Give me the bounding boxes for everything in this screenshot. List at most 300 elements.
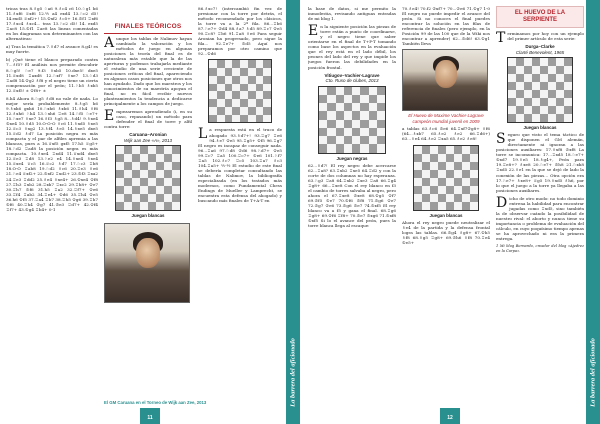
board-square [454, 194, 462, 202]
board-square [446, 146, 454, 154]
board-square [438, 202, 446, 210]
board-square [422, 194, 430, 202]
board-square [422, 170, 430, 178]
board-square [556, 58, 564, 66]
board-square [369, 87, 377, 95]
board-square [140, 154, 148, 162]
board-square [140, 186, 148, 194]
board-square [132, 170, 140, 178]
board-square [369, 128, 377, 136]
board-square [540, 98, 548, 106]
board-square [225, 91, 233, 99]
board-square [438, 194, 446, 202]
board-square [430, 202, 438, 210]
board-square [336, 95, 344, 103]
page-number: 11 [147, 415, 153, 421]
board-square [454, 178, 462, 186]
board-square [564, 66, 572, 74]
board-square [508, 114, 516, 122]
board-square [116, 154, 124, 162]
board-square [240, 76, 248, 84]
board-square [470, 186, 478, 194]
board-square [556, 114, 564, 122]
board-square [508, 106, 516, 114]
board-square [344, 136, 352, 144]
board-square [209, 107, 217, 115]
paragraph: Aunque los tablas de Nalimov hayan cambiado la valoración y los métodos de juego en algunas posiciones la teoría del final es de naturaleza más estable que la de las aperturas y podemos trabajarla mediante el estudio de una serie creciente de posiciones críticas del final, apareciendo en algunos casos posiciones que otros nos han ayudado. Dado que los maestros y los conocimientos de su maestría apoyan el final, no es fácil recibir nuevos planteamientos la tendencia a dedicarse principalmente a los campos de juego. [104, 34, 192, 107]
chess-diagram [115, 145, 181, 211]
board-square [148, 170, 156, 178]
board-square [454, 202, 462, 210]
board-square [369, 136, 377, 144]
board-square [454, 146, 462, 154]
board-square [319, 120, 327, 128]
board-square [132, 154, 140, 162]
paragraph: Terminamos por hoy con un ejemplo del primer artículo de esta serie: [496, 30, 584, 46]
photo-face [136, 238, 160, 268]
board-square [377, 103, 385, 111]
board-square [148, 178, 156, 186]
board-square [414, 194, 422, 202]
board-square [232, 76, 240, 84]
board-square [248, 107, 256, 115]
running-title-band [286, 0, 300, 424]
board-square [124, 162, 132, 170]
board-square [369, 144, 377, 152]
board-square [508, 74, 516, 82]
board-square [217, 60, 225, 68]
board-square [116, 186, 124, 194]
board-square [470, 154, 478, 162]
board-square [548, 114, 556, 122]
board-square [516, 66, 524, 74]
board-square [225, 107, 233, 115]
board-square [124, 202, 132, 210]
board-square [548, 74, 556, 82]
board-square [156, 186, 164, 194]
board-square [156, 178, 164, 186]
board-square [217, 84, 225, 92]
board-square [209, 115, 217, 123]
board-square [508, 66, 516, 74]
board-square [377, 128, 385, 136]
board-square [414, 162, 422, 170]
board-square [369, 120, 377, 128]
board-square [360, 128, 368, 136]
board-square [352, 128, 360, 136]
chess-diagram [318, 86, 386, 154]
board-square [377, 144, 385, 152]
board-square [225, 84, 233, 92]
board-square [524, 90, 532, 98]
board-square [240, 68, 248, 76]
board-square [156, 194, 164, 202]
board-square [454, 154, 462, 162]
board-square [140, 162, 148, 170]
board-square [524, 114, 532, 122]
paragraph: En la siguiente posición las piezas de torre están a punto de coordinarse, y el negro tiene que saber orientarse en el final de T+P-T tomando como base los aspectos en la evaluación que el rey está en el lado débil, los peones del lado del rey y que impide los juegos fueron las debilidades en la posición frontal. [308, 23, 396, 70]
board-square [172, 186, 180, 194]
board-square [422, 186, 430, 194]
board-square [256, 68, 264, 76]
board-square [352, 87, 360, 95]
board-square [225, 115, 233, 123]
board-square [319, 103, 327, 111]
board-square [132, 162, 140, 170]
board-square [148, 162, 156, 170]
board-square [548, 66, 556, 74]
game-caption [496, 44, 584, 55]
board-square [164, 194, 172, 202]
board-square [124, 170, 132, 178]
board-square [470, 162, 478, 170]
board-square [438, 162, 446, 170]
diagram-caption: Juegan negras [336, 155, 368, 161]
board-square [532, 58, 540, 66]
section-title: SERPIENTE [522, 17, 557, 23]
diagram-caption: Juegan blancas [523, 125, 557, 131]
right-column-3 [496, 6, 584, 401]
board-square [508, 58, 516, 66]
game-event: Wijk aan Zee «A», 2013 [124, 137, 172, 143]
board-square [470, 194, 478, 202]
paragraph: a tablas 63.♗c6 ♔e6 64.♖xf7♔g8+ ♗f6 (64...♗xb7 65.♗e2 ♗e2 66.♖d6+) 63...♗e4 64.♗e2 ♖xa5 65.♗e2 ♗e8! [402, 126, 490, 142]
board-square [232, 60, 240, 68]
running-title: La barrera del aficionado [589, 338, 597, 407]
board-square [248, 91, 256, 99]
board-square [209, 99, 217, 107]
board-square [516, 58, 524, 66]
board-square [256, 91, 264, 99]
paragraph: 8.h4 Ahora 8.♘g5 ♗d8 no vale de nada. Lo mejor sería probablemente 8.♗g5 h6 9.♗xh6 gxh6 10.♘xh6 ♗xh6 11.♗h4 ♗f6 12.♗xh6 ♘h4 13.♘xh6 ♖e8 14.♘f5 ♘e7+ 15.♘xe7 ♗xe7 16.♗f3 ♗g5 8...♗d4! 9.♗xe4 ♔xe4 10.♗d5 10.O-O-O ♗c6 11.♗xd5 ♗xe5 12.♕c3 ♗xg2 13.♗f4 ♗e5 14.♗xe5 dxe5 15.♕d2 ♗d7 La posición negra es más compacta y el par de alfiles apremia a las blancas, pues a 16.♕xf5 gxf5 17.h5 ♕g5+ 18.♘d2 ♖ad8 la posición negra es más compacta. 10.♗xe4 ♖xd4 11.♕xd4 dxe5 12.♕e3 ♖d8 13.♘e2 e4 14.♗xe4 ♗xe4 15.♕xe4 ♕c5 16.♕c2 ♗d7 17.♘c3 ♖b8 18.O-O ♖ab8 19.♘d2 ♗c6 20.♖e3 ♗e6 21.♘e4 ♕xf2+ 22.♔xf2 ♖xd2+ 23.♔f3 ♖xa2 24.♖e3 ♖dd2 25.♗e4 ♗xe4+ 26.♔xe4 ♔f8 27.♖h3 ♖xb2 28.♖xh7 ♖xc2 29.♖h8+ ♔e7 30.♖h7 ♔f6 31.h5 ♖a2 32.♖f7+ ♔e6 33.♖f4 ♖ab2 34.♖e4+ ♔d6 35.♖h4 ♔e5 36.h6 ♔f5 37.♖a4 ♖b7 38.♖h5 ♔g6 39.♖h7 ♔f6 40.♖h4 ♔g7 41.♔e3 ♖d7+ 42.♔f4 ♖f7+ 43.♔g4 ♖b4+ 0-1 [6, 95, 98, 212]
drop-cap: S [496, 131, 506, 148]
board-square [132, 186, 140, 194]
paragraph: 62...♗d7! El rey negro debe acercarse 62...♖a8? 63.♖xb2 ♖xe5 64.♖d2 y con la corte de dos columnas no hay esperanza. 63.♘g3 ♖a8 64.♖xb2 ♖xe3 ♖a8 66.♖g4 ♖g8+ 66...♖xe8 Con el rey blanco en f3 el cambio de torres salvaba al negro, pero ahora el 67.♖xe8 ♔xe8 68.♔g5 ♔f7 69.♔f5 ♔e7 70.♔f6 ♔f8 71.♔g6 ♔e7 72.♔g7 ♔e6 73.♔g6 ♔e7 74.♔xf5 El rey blanco va a f5 y gana el final. 68.♖g6 ♖g8+ 69.♔f6 ♖f8+ 70.♔e7 ♔xg6 71.♔xf8 ♔xf5 Si lo el avance del peón, pues la torre blanca llega al escaque: [308, 162, 396, 229]
board-square [209, 84, 217, 92]
section-header-box [496, 6, 584, 28]
board-square [209, 60, 217, 68]
board-square [172, 194, 180, 202]
game-event: Clarté Benevolent, 1965 [515, 49, 565, 55]
board-square [516, 74, 524, 82]
board-square [263, 91, 271, 99]
board-square [369, 95, 377, 103]
board-square [438, 170, 446, 178]
board-square [462, 186, 470, 194]
diagram-caption: Juegan blancas [131, 213, 165, 219]
board-square [156, 170, 164, 178]
game-players: Durga–Clarke [525, 44, 555, 50]
board-square [116, 202, 124, 210]
board-square [548, 90, 556, 98]
board-square [327, 95, 335, 103]
board-square [148, 146, 156, 154]
board-square [344, 120, 352, 128]
board-square [540, 106, 548, 114]
board-square [344, 87, 352, 95]
board-square [524, 74, 532, 82]
board-square [462, 202, 470, 210]
board-square [256, 60, 264, 68]
board-square [548, 98, 556, 106]
board-square [124, 154, 132, 162]
board-square [414, 186, 422, 194]
paragraph: la base de datos, si me permito la inmodestia, revisando antiguas entradas de mi blog 1. [308, 6, 396, 22]
board-square [327, 120, 335, 128]
board-square [319, 128, 327, 136]
board-square [336, 87, 344, 95]
board-square [240, 91, 248, 99]
board-square [319, 95, 327, 103]
board-square [369, 111, 377, 119]
player-photo [402, 49, 488, 111]
board-square [336, 144, 344, 152]
board-square [470, 170, 478, 178]
board-square [430, 194, 438, 202]
board-square [344, 144, 352, 152]
board-square [263, 76, 271, 84]
running-title-band [586, 0, 600, 424]
board-square [248, 68, 256, 76]
board-square [209, 76, 217, 84]
chess-diagram [507, 57, 573, 123]
board-square [232, 115, 240, 123]
running-title: La barrera del aficionado [289, 338, 297, 407]
board-square [532, 82, 540, 90]
board-square [225, 76, 233, 84]
board-square [140, 202, 148, 210]
board-square [430, 186, 438, 194]
board-square [422, 178, 430, 186]
board-square [124, 178, 132, 186]
board-square [172, 154, 180, 162]
game-event: Cto. Ruso de clubes, 2013 [325, 78, 379, 84]
chess-diagram [208, 59, 272, 123]
section-title: FINALES TEÓRICOS [114, 23, 182, 30]
board-square [430, 146, 438, 154]
board-square [508, 82, 516, 90]
board-square [532, 114, 540, 122]
board-square [172, 146, 180, 154]
paragraph: Empezaremos aprendiendo (i, en su caso, repasando) un método para defender el final de torre y alfil contra torre: [104, 108, 192, 130]
board-square [217, 91, 225, 99]
board-square [116, 170, 124, 178]
board-square [470, 202, 478, 210]
board-square [438, 146, 446, 154]
board-square [248, 76, 256, 84]
drop-cap: T [496, 30, 506, 46]
paragraph: Ahora el rey negro puede neutralizar el ♗e4 de la partida y la defensa frontal logra las tablas. 66.♔g4 ♗g8+ 67.♔h5 ♗f8 68.♗g5 ♖g8+ 69.♔h6 ♗f8 70.♖e4 ♔e5+ [402, 219, 490, 245]
board-square [564, 106, 572, 114]
board-square [148, 202, 156, 210]
board-square [360, 87, 368, 95]
board-square [414, 154, 422, 162]
board-square [508, 90, 516, 98]
board-square [422, 146, 430, 154]
board-square [438, 154, 446, 162]
drop-cap: E [104, 108, 115, 125]
board-square [556, 66, 564, 74]
board-square [446, 178, 454, 186]
board-square [548, 82, 556, 90]
board-square [454, 162, 462, 170]
board-square [360, 95, 368, 103]
board-square [319, 136, 327, 144]
board-square [462, 194, 470, 202]
board-square [156, 202, 164, 210]
board-square [360, 103, 368, 111]
board-square [248, 84, 256, 92]
board-square [116, 194, 124, 202]
board-square [548, 106, 556, 114]
page-number: 12 [447, 415, 453, 421]
board-square [263, 107, 271, 115]
board-square [232, 107, 240, 115]
player-photo [104, 223, 190, 303]
board-square [148, 194, 156, 202]
board-square [164, 162, 172, 170]
board-square [156, 146, 164, 154]
left-column-2 [104, 6, 192, 401]
board-square [225, 68, 233, 76]
board-square [209, 68, 217, 76]
board-square [430, 162, 438, 170]
right-page [300, 0, 600, 424]
board-square [414, 178, 422, 186]
board-square [124, 186, 132, 194]
board-square [414, 170, 422, 178]
paragraph: 70.♗e4! 70.f2 ♔xf7+ 70...♔e6 71.♔g7 1-0 El negro no puede impedir el avance del peón. Si no conoces el final puedes encontrar la solución en las filas de referencia de finales (pero ejemplo, en la Posición 99 de las 100 que de la Wiki nos encontrar a aprender) 62...♔d6! 63.♔g1 También lleva [402, 6, 490, 47]
paragraph: 86.♗xc7! (intercambió fin vez de presionar con la torre por detrás, el método recomendado por los clásicos, la torre va a la 2ª fila. 86...♖b6 87.♘e7+ ♔d4 88.♗a7 ♗d5 89.♖c7 ♔e5 90.♖c8? ♖b6 91.♖a8 ♗e6 Para seguir Aronian ha progresado, pero sigue la fila... 92.♖e7+ ♔d5 Aquí nos preparamos por otro camino que 92...♔d6 [198, 6, 282, 57]
board-square [454, 186, 462, 194]
board-square [116, 146, 124, 154]
board-square [256, 107, 264, 115]
board-square [360, 144, 368, 152]
photo-caption: El GM Caruana en el Torneo de Wijk aan Zee, 2013 [104, 400, 207, 405]
board-square [532, 90, 540, 98]
board-square [470, 146, 478, 154]
board-square [532, 66, 540, 74]
board-square [462, 162, 470, 170]
board-square [132, 146, 140, 154]
board-square [430, 170, 438, 178]
board-square [256, 76, 264, 84]
board-square [540, 90, 548, 98]
board-square [232, 84, 240, 92]
board-square [164, 146, 172, 154]
board-square [422, 154, 430, 162]
board-square [132, 178, 140, 186]
board-square [377, 95, 385, 103]
board-square [116, 162, 124, 170]
board-square [164, 178, 172, 186]
paragraph: tricas tras 8.♗g5 ♘a6 9.♗c4 c6 10.♘g1 h6 11.♗xf6 ♕xf6 12.½ a4 exd4 13.♘c2 d5! 14.exd5 ♕xf2+! 15.♔xf2 ♗c5+ 16.♔f1 ♖xf6 17.♗xc4 ♗xc4... tras 13.♘c2 d5! 14. exd5 ♖ac8 15.♔f1 ♖ae8 las lineas comentadas en los diagramas son determinantes con las alternativas: [6, 6, 98, 42]
board-square [209, 91, 217, 99]
board-square [248, 60, 256, 68]
board-square [240, 107, 248, 115]
board-square [516, 114, 524, 122]
right-column-1 [308, 6, 396, 401]
paragraph: Dicho de otro modo: no todo dominio entrena la habilidad para encontrar jugadas como ♖xd5, sino también la de observar cuándo la posibilidad de nuestro rival: el aborto y nunca tiene su importancia o problema de evaluación del cálculo, en cuyo poquísimo tiempo apenas se ha aprovechado ni era la primera entrega. [496, 194, 584, 242]
board-square [263, 84, 271, 92]
board-square [564, 74, 572, 82]
board-square [564, 98, 572, 106]
photo-caption: El Huevo de Maxime Vachier-Lagrave campeón mundial juvenil en 2009 [408, 113, 484, 124]
board-square [240, 99, 248, 107]
board-square [422, 162, 430, 170]
board-square [116, 178, 124, 186]
board-square [446, 194, 454, 202]
board-square [172, 202, 180, 210]
board-square [248, 115, 256, 123]
board-square [344, 128, 352, 136]
board-square [217, 76, 225, 84]
diagram-caption: Juegan blancas [429, 212, 463, 218]
board-square [352, 120, 360, 128]
left-column-3 [198, 6, 282, 401]
board-square [140, 170, 148, 178]
board-square [217, 68, 225, 76]
board-square [336, 103, 344, 111]
paragraph: La respuesta está en el truco de ahogado 93.♗d7+! 93.♖g7 ♖e6 94.♗e7 ♔e5 95.♖g5+ ♔f5 96.♖g7 El negro es incapaz de conseguir nada. 96...♖a6 97.♘d8 ♔d6 98.♘d7+ ♔e5 99.♖c7 ♖a5 100.♖c7+ ♔e6 101.♘f7 ♖a5 102.♗c7 ♖c5 103.♖a7 ♗c3 104.♖a5+ ½-½ El estudio de este final se debería completar consultando las tablas de Nalimov, la bibliografía especializada (en los tratados más modernos, como Fundamental Chess Endings de Mueller y Lamprecht, se encuentra esta defensa del ahogado) y buscando más finales de T+A-T en [198, 126, 282, 204]
board-square [263, 60, 271, 68]
board-square [344, 95, 352, 103]
board-square [360, 111, 368, 119]
paragraph: a) Tras la temática 7.♗d7 el avance 8.g4! es muy fuerte. [6, 44, 98, 55]
board-square [524, 66, 532, 74]
board-square [524, 58, 532, 66]
board-square [462, 170, 470, 178]
board-square [446, 170, 454, 178]
footnote: 1 Mi blog Bernardo, creador del blog «Ajedrez en la Carpa». [496, 244, 584, 253]
board-square [540, 58, 548, 66]
board-square [256, 84, 264, 92]
board-square [532, 106, 540, 114]
board-square [556, 90, 564, 98]
board-square [319, 111, 327, 119]
board-square [327, 136, 335, 144]
board-square [540, 114, 548, 122]
board-square [564, 90, 572, 98]
board-square [232, 91, 240, 99]
board-square [524, 98, 532, 106]
board-square [232, 68, 240, 76]
board-square [524, 82, 532, 90]
board-square [148, 186, 156, 194]
board-square [377, 120, 385, 128]
board-square [344, 111, 352, 119]
board-square [263, 115, 271, 123]
board-square [360, 136, 368, 144]
photo-face [435, 60, 457, 88]
board-square [336, 111, 344, 119]
board-square [240, 84, 248, 92]
board-square [516, 106, 524, 114]
board-square [430, 178, 438, 186]
board-square [508, 98, 516, 106]
board-square [516, 82, 524, 90]
board-square [327, 111, 335, 119]
board-square [462, 154, 470, 162]
board-square [156, 154, 164, 162]
board-square [352, 136, 360, 144]
game-caption [308, 73, 396, 84]
board-square [352, 95, 360, 103]
board-square [225, 99, 233, 107]
board-square [564, 114, 572, 122]
drop-cap: E [308, 23, 319, 40]
board-square [256, 99, 264, 107]
